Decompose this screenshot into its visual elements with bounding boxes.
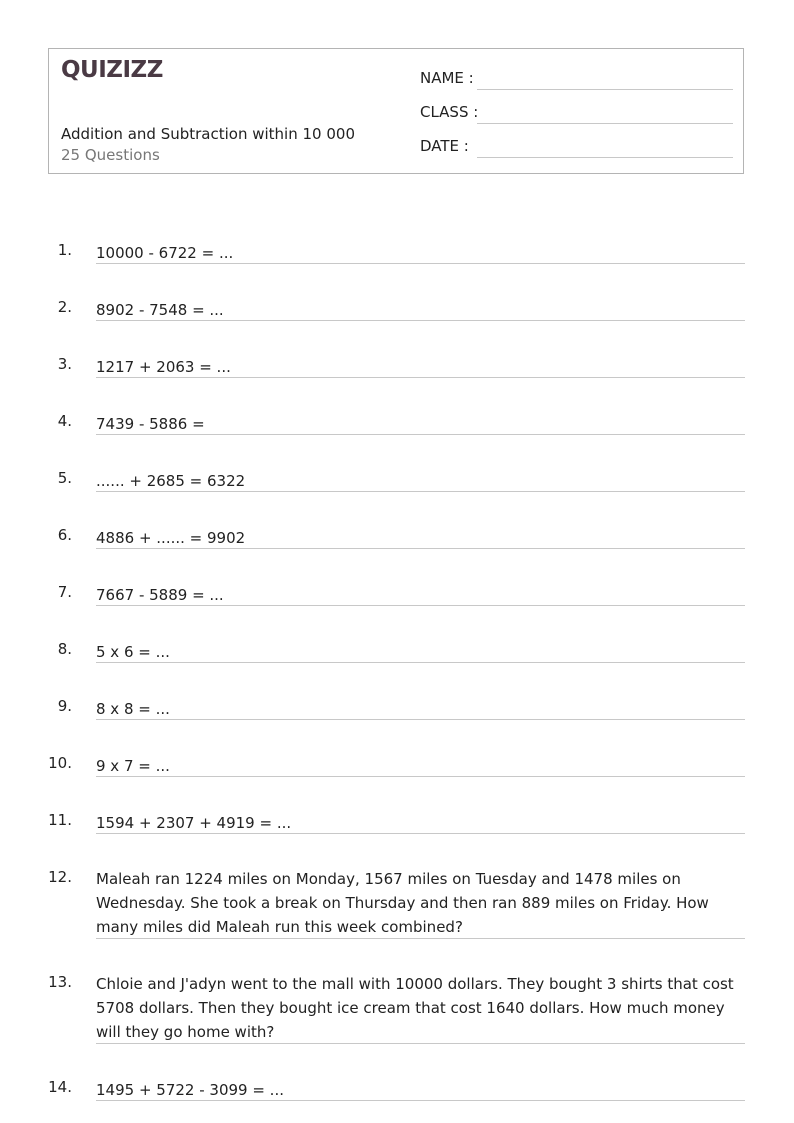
- answer-line[interactable]: [96, 548, 745, 549]
- name-line[interactable]: [477, 89, 733, 90]
- question-text: 10000 - 6722 = ...: [96, 244, 234, 262]
- question-text: 4886 + ...... = 9902: [96, 529, 246, 547]
- question-text: 1495 + 5722 - 3099 = ...: [96, 1081, 284, 1099]
- question-number: 4.: [57, 412, 72, 430]
- answer-line[interactable]: [96, 833, 745, 834]
- answer-line[interactable]: [96, 605, 745, 606]
- question-text: Maleah ran 1224 miles on Monday, 1567 miles on Tuesday and 1478 miles on Wednesday. She took a break on Thursday and then ran 889 miles on Friday. How many miles did Maleah run this week combined?: [96, 870, 709, 936]
- name-field[interactable]: [420, 69, 733, 93]
- question-number: 12.: [48, 868, 72, 886]
- class-line[interactable]: [477, 123, 733, 124]
- question-text: 1594 + 2307 + 4919 = ...: [96, 814, 292, 832]
- answer-line[interactable]: [96, 434, 745, 435]
- question-number: 2.: [57, 298, 72, 316]
- question-number: 8.: [57, 640, 72, 658]
- class-field[interactable]: [420, 103, 733, 127]
- question-number: 11.: [48, 811, 72, 829]
- quizizz-logo: QUIZIZZ: [61, 57, 163, 83]
- answer-line[interactable]: [96, 662, 745, 663]
- question-number: 10.: [48, 754, 72, 772]
- answer-line[interactable]: [96, 1043, 745, 1044]
- answer-line[interactable]: [96, 377, 745, 378]
- answer-line[interactable]: [96, 263, 745, 264]
- answer-line[interactable]: [96, 776, 745, 777]
- question-number: 5.: [57, 469, 72, 487]
- question-text: 8902 - 7548 = ...: [96, 301, 224, 319]
- answer-line[interactable]: [96, 320, 745, 321]
- question-number: 3.: [57, 355, 72, 373]
- question-number: 9.: [57, 697, 72, 715]
- answer-line[interactable]: [96, 491, 745, 492]
- question-text: 5 x 6 = ...: [96, 643, 170, 661]
- worksheet-title: Addition and Subtraction within 10 000: [61, 125, 355, 143]
- question-text: 8 x 8 = ...: [96, 700, 170, 718]
- question-text: ...... + 2685 = 6322: [96, 472, 246, 490]
- class-label: CLASS :: [420, 103, 479, 121]
- question-text: 7439 - 5886 =: [96, 415, 205, 433]
- question-number: 13.: [48, 973, 72, 991]
- worksheet-header: [48, 48, 744, 174]
- question-text: 9 x 7 = ...: [96, 757, 170, 775]
- question-text: Chloie and J'adyn went to the mall with 10000 dollars. They bought 3 shirts that cost 5708 dollars. Then they bought ice cream that cost 1640 dollars. How much money will they go home with?: [96, 975, 734, 1041]
- answer-line[interactable]: [96, 938, 745, 939]
- date-line[interactable]: [477, 157, 733, 158]
- question-text: 1217 + 2063 = ...: [96, 358, 231, 376]
- date-label: DATE :: [420, 137, 469, 155]
- date-field[interactable]: [420, 137, 733, 161]
- question-text: 7667 - 5889 = ...: [96, 586, 224, 604]
- answer-line[interactable]: [96, 719, 745, 720]
- answer-line[interactable]: [96, 1100, 745, 1101]
- question-number: 6.: [57, 526, 72, 544]
- name-label: NAME :: [420, 69, 474, 87]
- question-count: 25 Questions: [61, 146, 160, 164]
- question-number: 1.: [57, 241, 72, 259]
- question-number: 14.: [48, 1078, 72, 1096]
- question-number: 7.: [57, 583, 72, 601]
